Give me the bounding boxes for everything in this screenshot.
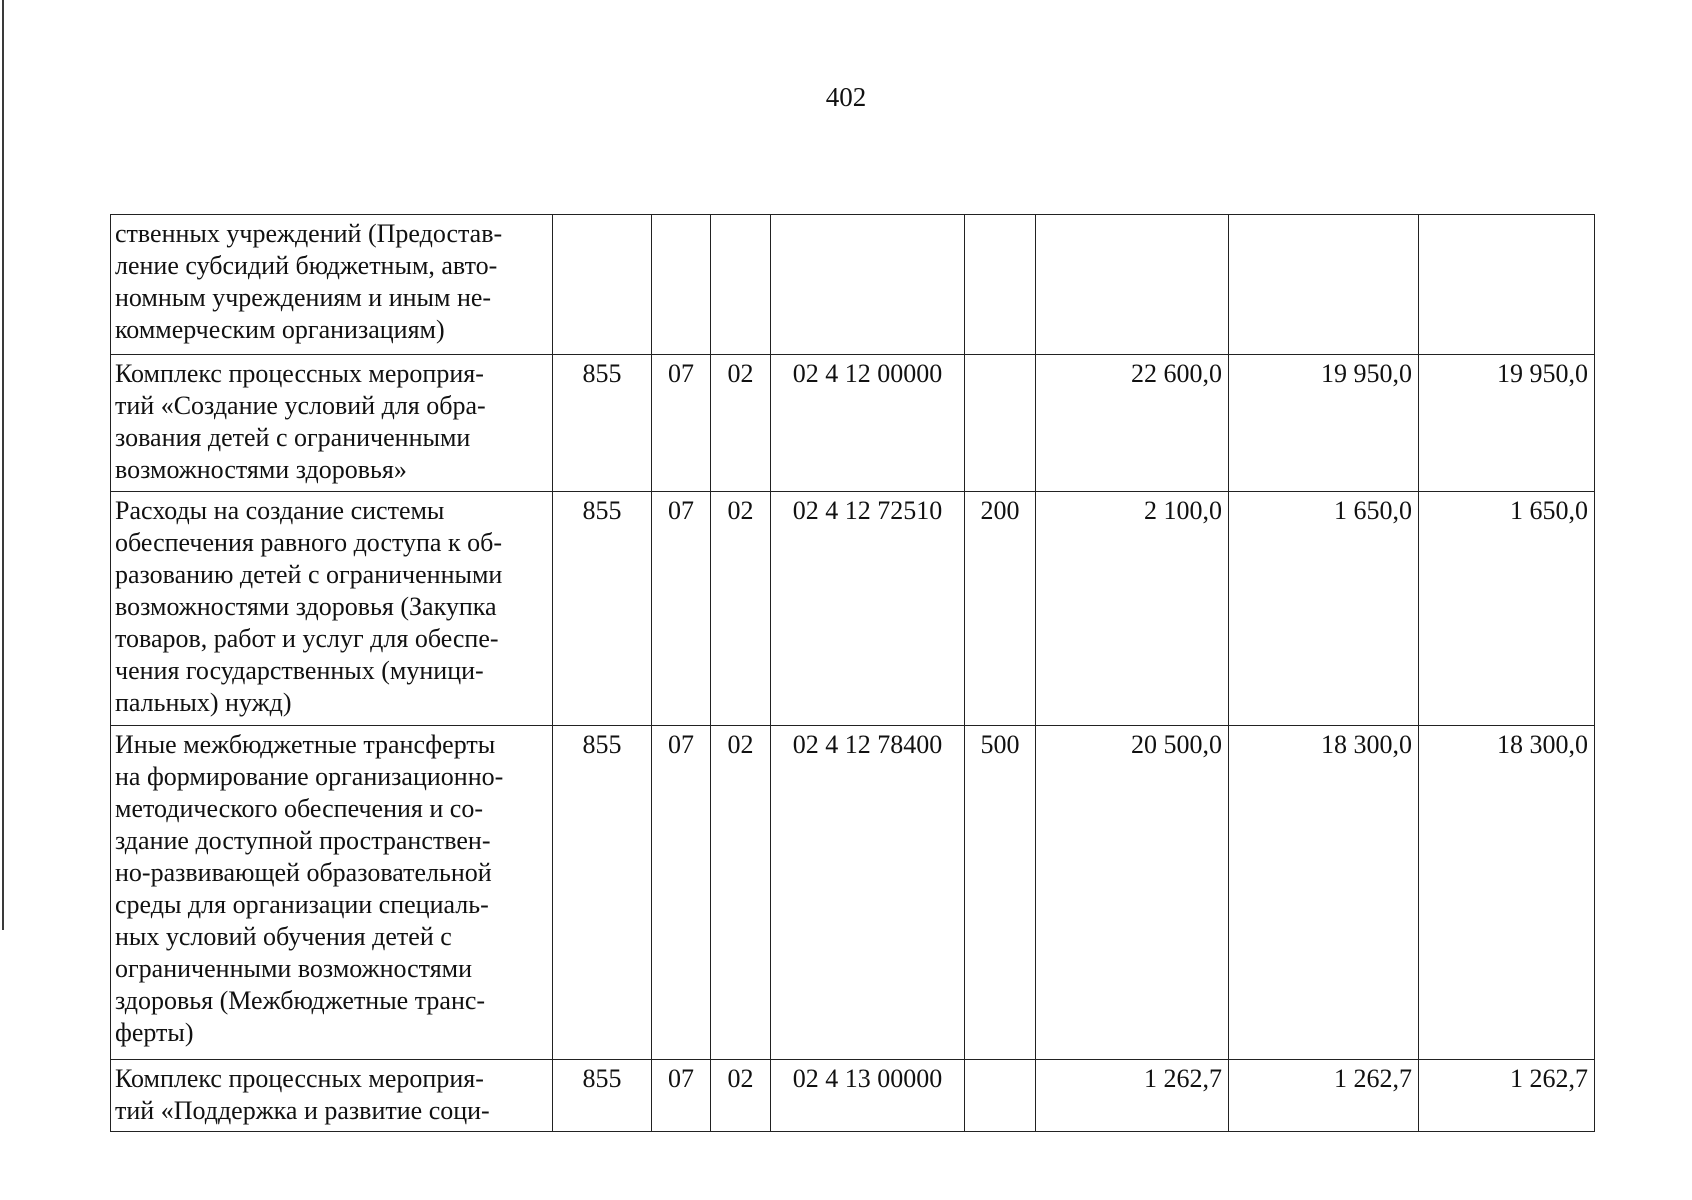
section-code-cell: 07 xyxy=(652,492,711,726)
row-description: Расходы на создание системы обеспечения равного доступа к об- разованию детей с ограниченными возможностями здоровья (Закупка товаров, работ и услуг для обеспе- чения государственных (муници- пальных) нужд) xyxy=(111,492,553,726)
amount-year1-cell: 22 600,0 xyxy=(1036,355,1229,492)
scan-edge-line xyxy=(2,0,4,930)
amount-year3-cell: 18 300,0 xyxy=(1419,726,1595,1060)
section-code-cell xyxy=(652,215,711,355)
amount-year2-cell: 19 950,0 xyxy=(1229,355,1419,492)
table-row xyxy=(111,355,1595,492)
subsection-code-cell xyxy=(711,215,771,355)
admin-code-cell: 855 xyxy=(553,355,652,492)
section-code-cell: 07 xyxy=(652,726,711,1060)
amount-year2-cell xyxy=(1229,215,1419,355)
amount-year3-cell xyxy=(1419,215,1595,355)
expense-type-cell: 500 xyxy=(965,726,1036,1060)
section-code-cell: 07 xyxy=(652,355,711,492)
expense-type-cell: 200 xyxy=(965,492,1036,726)
subsection-code-cell: 02 xyxy=(711,355,771,492)
target-article-cell: 02 4 12 72510 xyxy=(771,492,965,726)
expense-type-cell xyxy=(965,1060,1036,1132)
amount-year1-cell xyxy=(1036,215,1229,355)
amount-year2-cell: 1 262,7 xyxy=(1229,1060,1419,1132)
admin-code-cell xyxy=(553,215,652,355)
target-article-cell: 02 4 12 00000 xyxy=(771,355,965,492)
subsection-code-cell: 02 xyxy=(711,1060,771,1132)
amount-year1-cell: 20 500,0 xyxy=(1036,726,1229,1060)
row-description: Комплекс процессных мероприя- тий «Создание условий для обра- зования детей с ограниченными возможностями здоровья» xyxy=(111,355,553,492)
row-description: Комплекс процессных мероприя- тий «Поддержка и развитие соци- xyxy=(111,1060,553,1132)
subsection-code-cell: 02 xyxy=(711,492,771,726)
row-description: Иные межбюджетные трансферты на формирование организационно- методического обеспечения и со- здание доступной пространствен- но-развивающей образовательной среды для организации специаль- ных условий обучения детей с ограниченными возможностями здоровья (Межбюджетные транс- ферты) xyxy=(111,726,553,1060)
admin-code-cell: 855 xyxy=(553,1060,652,1132)
table-row xyxy=(111,492,1595,726)
target-article-cell: 02 4 13 00000 xyxy=(771,1060,965,1132)
amount-year1-cell: 1 262,7 xyxy=(1036,1060,1229,1132)
amount-year3-cell: 19 950,0 xyxy=(1419,355,1595,492)
table-row xyxy=(111,726,1595,1060)
page-number: 402 xyxy=(825,82,867,112)
expense-type-cell xyxy=(965,215,1036,355)
amount-year2-cell: 1 650,0 xyxy=(1229,492,1419,726)
amount-year3-cell: 1 650,0 xyxy=(1419,492,1595,726)
amount-year2-cell: 18 300,0 xyxy=(1229,726,1419,1060)
row-description: ственных учреждений (Предостав- ление субсидий бюджетным, авто- номным учреждениям и иным не- коммерческим организациям) xyxy=(111,215,553,355)
budget-table xyxy=(110,214,1595,1132)
admin-code-cell: 855 xyxy=(553,492,652,726)
section-code-cell: 07 xyxy=(652,1060,711,1132)
admin-code-cell: 855 xyxy=(553,726,652,1060)
amount-year1-cell: 2 100,0 xyxy=(1036,492,1229,726)
subsection-code-cell: 02 xyxy=(711,726,771,1060)
expense-type-cell xyxy=(965,355,1036,492)
table-row xyxy=(111,1060,1595,1132)
amount-year3-cell: 1 262,7 xyxy=(1419,1060,1595,1132)
target-article-cell: 02 4 12 78400 xyxy=(771,726,965,1060)
table-row xyxy=(111,215,1595,355)
target-article-cell xyxy=(771,215,965,355)
